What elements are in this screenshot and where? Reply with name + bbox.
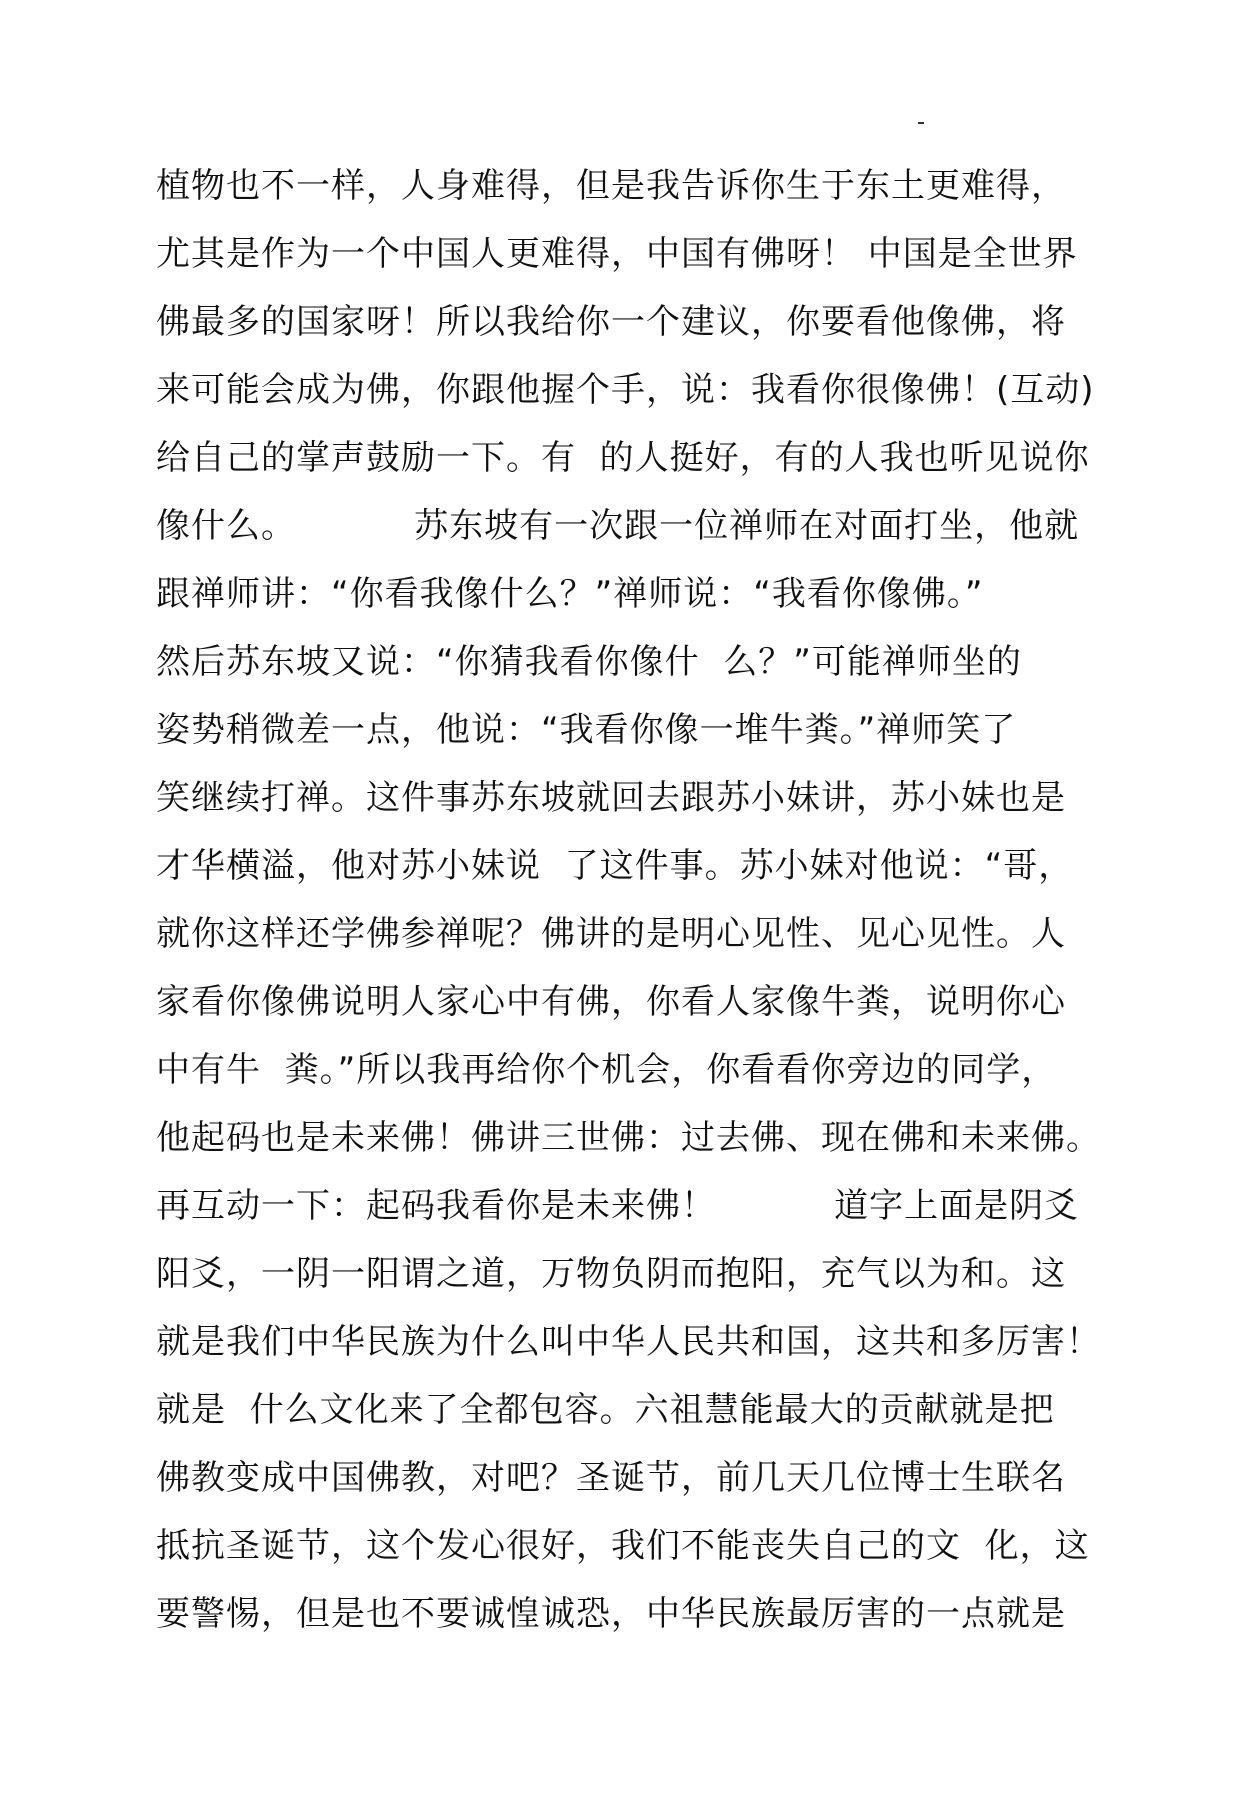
text-line-10: 笑继续打禅。这件事苏东坡就回去跟苏小妹讲，苏小妹也是 xyxy=(156,778,1066,818)
body-text xyxy=(156,152,1101,1648)
text-line-4: 来可能会成为佛，你跟他握个手，说：我看你很像佛！(互动) xyxy=(156,370,1095,410)
text-line-8: 然后苏东坡又说：“你猜我看你像什 么？”可能禅师坐的 xyxy=(156,642,1022,682)
text-line-18: 就是我们中华民族为什么叫中华人民共和国，这共和多厉害！ xyxy=(156,1322,1101,1362)
text-line-11: 才华横溢，他对苏小妹说 了这件事。苏小妹对他说：“哥， xyxy=(156,846,1074,886)
text-line-7: 跟禅师讲：“你看我像什么？”禅师说：“我看你像佛。” xyxy=(156,574,984,614)
text-line-21: 抵抗圣诞节，这个发心很好，我们不能丧失自己的文 化，这 xyxy=(156,1526,1090,1566)
text-line-19: 就是 什么文化来了全都包容。六祖慧能最大的贡献就是把 xyxy=(156,1390,1055,1430)
text-line-22: 要警惕，但是也不要诚惶诚恐，中华民族最厉害的一点就是 xyxy=(156,1594,1066,1634)
text-line-15: 他起码也是未来佛！佛讲三世佛：过去佛、现在佛和未来佛。 xyxy=(156,1118,1101,1158)
text-line-17: 阳爻，一阴一阳谓之道，万物负阴而抱阳，充气以为和。这 xyxy=(156,1254,1066,1294)
text-line-2: 尤其是作为一个中国人更难得，中国有佛呀！ 中国是全世界 xyxy=(156,234,1078,274)
text-line-6: 像什么。 苏东坡有一次跟一位禅师在对面打坐，他就 xyxy=(156,506,1080,546)
text-line-13: 家看你像佛说明人家心中有佛，你看人家像牛粪，说明你心 xyxy=(156,982,1066,1022)
scan-speck xyxy=(918,122,924,124)
text-line-5: 给自己的掌声鼓励一下。有 的人挺好，有的人我也听见说你 xyxy=(156,438,1090,478)
text-line-12: 就你这样还学佛参禅呢？佛讲的是明心见性、见心见性。人 xyxy=(156,914,1066,954)
text-line-20: 佛教变成中国佛教，对吧？圣诞节，前几天几位博士生联名 xyxy=(156,1458,1066,1498)
text-line-14: 中有牛 粪。”所以我再给你个机会，你看看你旁边的同学， xyxy=(156,1050,1057,1090)
text-line-1: 植物也不一样，人身难得，但是我告诉你生于东土更难得， xyxy=(156,166,1066,206)
text-line-9: 姿势稍微差一点，他说：“我看你像一堆牛粪。”禅师笑了 xyxy=(156,710,1017,750)
text-line-16: 再互动一下：起码我看你是未来佛！ 道字上面是阴爻 xyxy=(156,1186,1080,1226)
text-line-3: 佛最多的国家呀！所以我给你一个建议，你要看他像佛，将 xyxy=(156,302,1066,342)
